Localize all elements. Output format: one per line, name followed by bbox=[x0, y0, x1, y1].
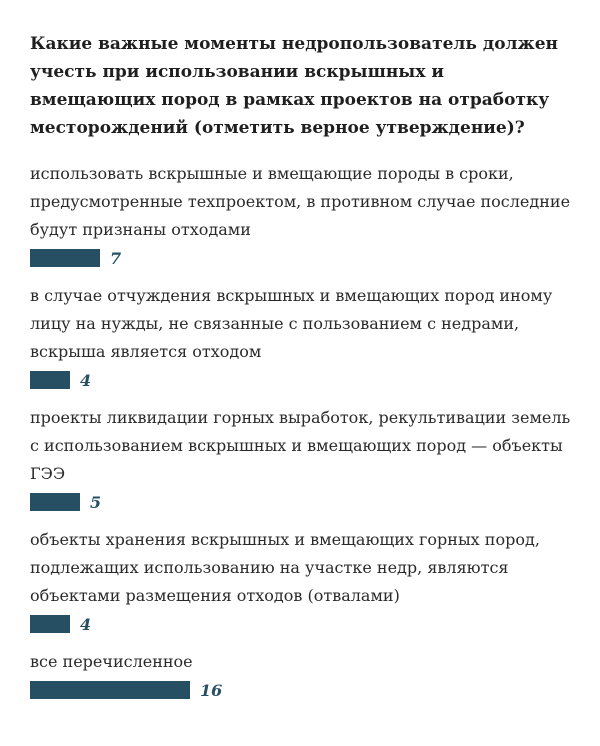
poll-result bbox=[30, 676, 575, 704]
poll-option-text: все перечисленное bbox=[30, 652, 193, 671]
poll-option bbox=[30, 648, 575, 704]
poll-vote-count: 16 bbox=[200, 680, 223, 700]
poll-bar bbox=[30, 493, 80, 511]
poll-option bbox=[30, 160, 575, 272]
poll-question: Какие важные моменты недропользователь должен учесть при использовании вскрышных и вмещающих пород в рамках проектов на отработку месторождений (отметить верное утверждение)? bbox=[30, 34, 558, 138]
poll-options bbox=[30, 160, 575, 704]
poll-result bbox=[30, 366, 575, 394]
poll-vote-count: 7 bbox=[110, 248, 122, 268]
poll-result bbox=[30, 488, 575, 516]
poll-bar bbox=[30, 681, 190, 699]
poll-option bbox=[30, 404, 575, 516]
poll-option bbox=[30, 526, 575, 638]
poll-result bbox=[30, 244, 575, 272]
poll bbox=[30, 30, 575, 714]
poll-bar bbox=[30, 249, 100, 267]
poll-result bbox=[30, 610, 575, 638]
poll-option-text: проекты ликвидации горных выработок, рекультивации земель с использованием вскрышных и вмещающих пород — объекты ГЭЭ bbox=[30, 408, 571, 483]
poll-option-text: в случае отчуждения вскрышных и вмещающих пород иному лицу на нужды, не связанные с пользованием с недрами, вскрыша является отходом bbox=[30, 286, 553, 361]
poll-bar bbox=[30, 371, 70, 389]
poll-option bbox=[30, 282, 575, 394]
poll-option-text: использовать вскрышные и вмещающие породы в сроки, предусмотренные техпроектом, в противном случае последние будут признаны отходами bbox=[30, 164, 571, 239]
poll-vote-count: 5 bbox=[90, 492, 102, 512]
poll-option-text: объекты хранения вскрышных и вмещающих горных пород, подлежащих использованию на участке недр, являются объектами размещения отходов (отвалами) bbox=[30, 530, 540, 605]
poll-vote-count: 4 bbox=[80, 370, 92, 390]
poll-vote-count: 4 bbox=[80, 614, 92, 634]
poll-bar bbox=[30, 615, 70, 633]
